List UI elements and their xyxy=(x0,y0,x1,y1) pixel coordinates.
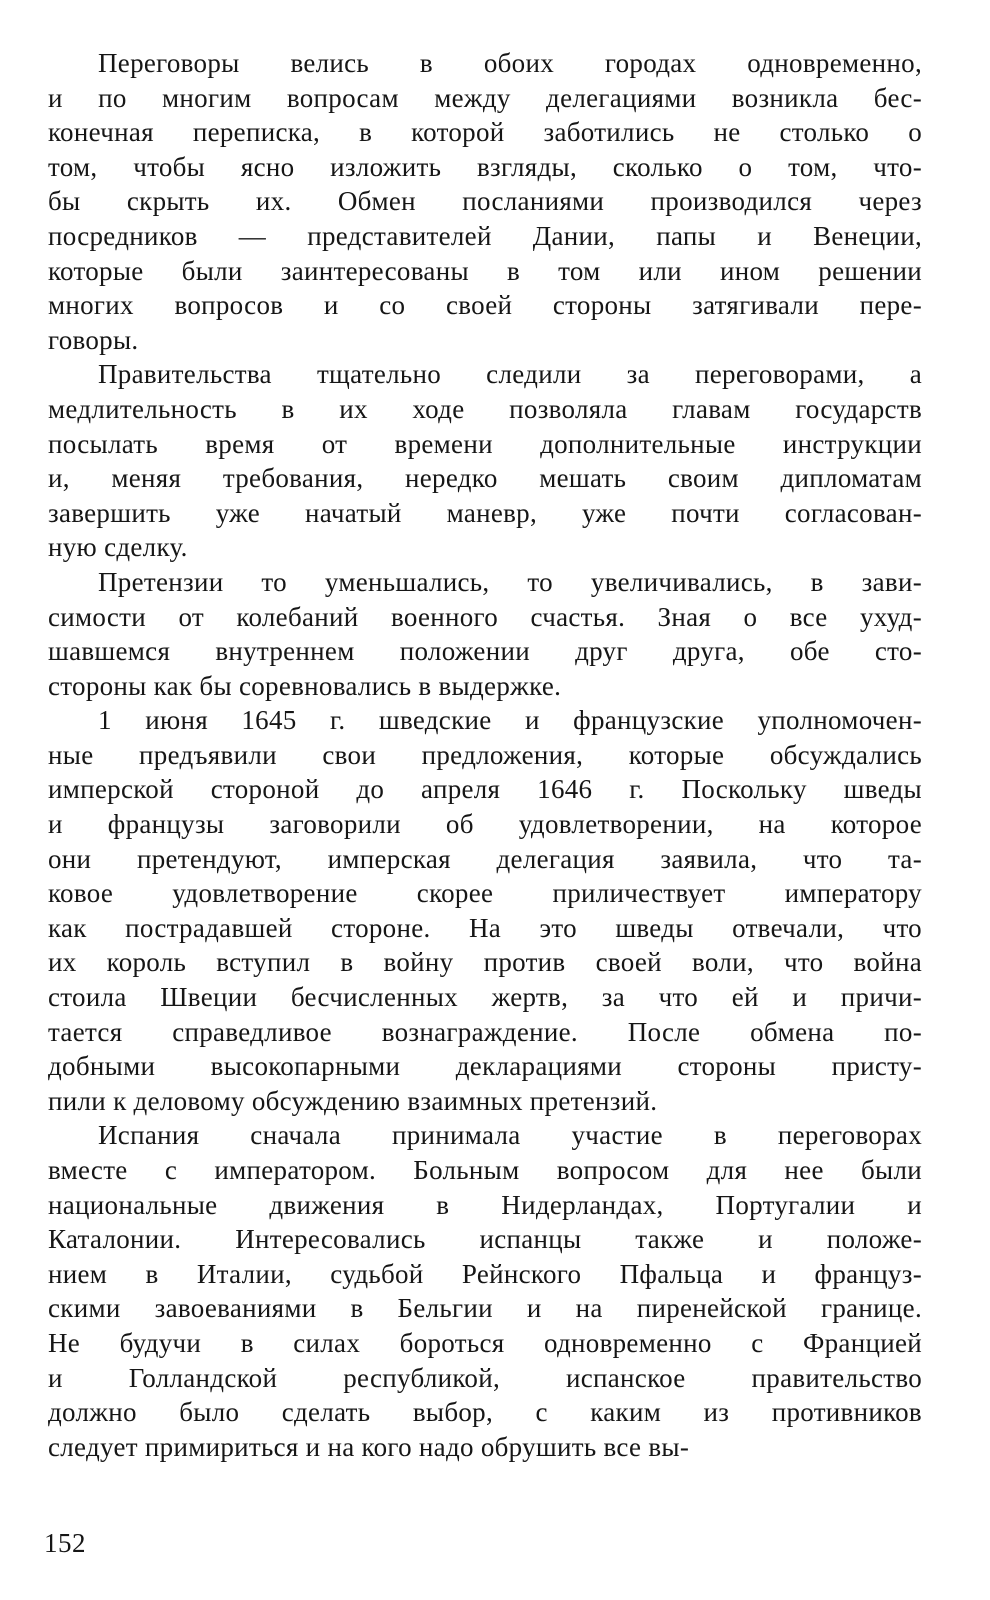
text-line: посылать время от времени дополнительные инструкции xyxy=(48,428,922,459)
text-line: нием в Италии, судьбой Рейнского Пфальца и француз- xyxy=(48,1258,922,1289)
text-line: и французы заговорили об удовлетворении, на которое xyxy=(48,809,922,840)
text-line: они претендуют, имперская делегация заявила, что та- xyxy=(48,843,922,874)
text-line: национальные движения в Нидерландах, Португалии и xyxy=(48,1189,922,1220)
text-line: следует примириться и на кого надо обрушить все вы- xyxy=(48,1431,690,1462)
text-line: симости от колебаний военного счастья. Зная о все ухуд- xyxy=(48,601,922,632)
text-line: ковое удовлетворение скорее приличествует императору xyxy=(48,878,922,909)
text-line: Не будучи в силах бороться одновременно с Францией xyxy=(48,1327,922,1358)
text-line: вместе с императором. Больным вопросом для нее были xyxy=(48,1155,922,1185)
paragraph xyxy=(48,1118,922,1464)
paragraph xyxy=(48,565,922,703)
text-line: многих вопросов и со своей стороны затягивали пере- xyxy=(48,290,922,321)
text-line: как пострадавшей стороне. На это шведы отвечали, что xyxy=(48,912,922,943)
text-line: завершить уже начатый маневр, уже почти согласован- xyxy=(48,497,922,528)
text-line: Каталонии. Интересовались испанцы также и положе- xyxy=(48,1224,922,1255)
text-line: говоры. xyxy=(48,324,139,355)
text-line: их король вступил в войну против своей воли, что война xyxy=(48,947,922,978)
text-line: Претензии то уменьшались, то увеличивались, в зави- xyxy=(98,566,922,597)
text-line: стороны как бы соревновались в выдержке. xyxy=(48,670,562,701)
text-line: и по многим вопросам между делегациями возникла бес- xyxy=(48,82,922,113)
text-line: Правительства тщательно следили за переговорами, а xyxy=(98,359,922,390)
text-line: и, меняя требования, нередко мешать своим дипломатам xyxy=(48,463,922,494)
text-line: шавшемся внутреннем положении друг друга, обе сто- xyxy=(48,636,922,667)
text-line: медлительность в их ходе позволяла главам государств xyxy=(48,393,922,424)
text-line: имперской стороной до апреля 1646 г. Поскольку шведы xyxy=(48,774,922,805)
text-line: пили к деловому обсуждению взаимных претензий. xyxy=(48,1085,658,1116)
text-line: 1 июня 1645 г. шведские и французские уполномочен- xyxy=(98,705,922,736)
text-line: том, чтобы ясно изложить взгляды, сколько о том, что- xyxy=(48,151,922,182)
paragraph xyxy=(48,357,922,565)
text-line: скими завоеваниями в Бельгии и на пиренейской границе. xyxy=(48,1293,922,1324)
text-line: Испания сначала принимала участие в переговорах xyxy=(98,1120,922,1151)
body-text xyxy=(48,46,922,1464)
text-line: должно было сделать выбор, с каким из противников xyxy=(48,1397,922,1428)
text-line: ную сделку. xyxy=(48,532,188,563)
text-line: бы скрыть их. Обмен посланиями производился через xyxy=(48,186,922,217)
page-number: 152 xyxy=(44,1528,86,1558)
text-line: посредников — представителей Дании, папы и Венеции, xyxy=(48,220,922,251)
text-line: тается справедливое вознаграждение. После обмена по- xyxy=(48,1016,922,1047)
text-line: ные предъявили свои предложения, которые обсуждались xyxy=(48,739,922,770)
text-line: Переговоры велись в обоих городах одновременно, xyxy=(98,48,922,78)
text-line: конечная переписка, в которой заботились не столько о xyxy=(48,117,922,148)
text-line: добными высокопарными декларациями стороны присту- xyxy=(48,1051,922,1082)
text-line: и Голландской республикой, испанское правительство xyxy=(48,1362,922,1393)
text-line: которые были заинтересованы в том или ином решении xyxy=(48,255,922,286)
paragraph xyxy=(48,46,922,357)
text-line: стоила Швеции бесчисленных жертв, за что ей и причи- xyxy=(48,982,922,1013)
paragraph xyxy=(48,703,922,1118)
